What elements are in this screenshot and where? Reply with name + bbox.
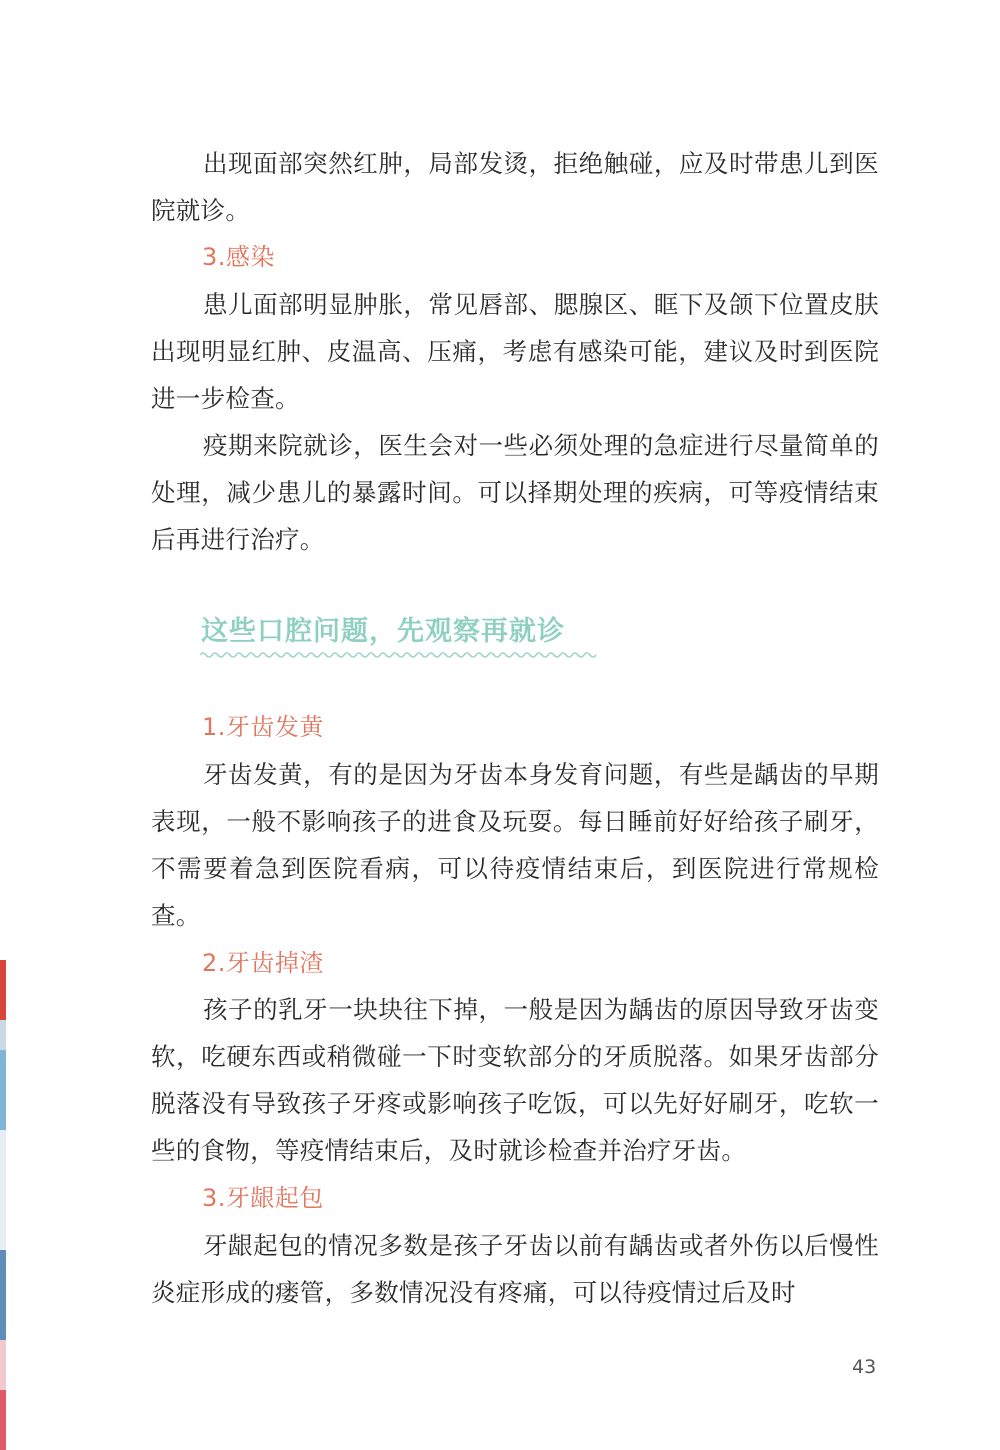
subheading-teeth-crumbling: 2.牙齿掉渣	[202, 949, 324, 977]
paragraph-gum-bump: 牙龈起包的情况多数是孩子牙齿以前有龋齿或者外伤以后慢性炎症形成的瘘管，多数情况没有疼痛，可以待疫情过后及时	[151, 1231, 879, 1307]
page-number: 43	[852, 1356, 877, 1378]
section-title-wavy-underline	[200, 650, 598, 660]
section-title: 这些口腔问题，先观察再就诊	[201, 616, 565, 647]
paragraph-teeth-crumbling: 孩子的乳牙一块块往下掉，一般是因为龋齿的原因导致牙齿变软，吃硬东西或稍微碰一下时变软部分的牙质脱落。如果牙齿部分脱落没有导致孩子牙疼或影响孩子吃饭，可以先好好刷牙，吃软一些的食物，等疫情结束后，及时就诊检查并治疗牙齿。	[151, 995, 879, 1165]
subheading-gum-bump: 3.牙龈起包	[202, 1184, 324, 1212]
page-edge-color-strip	[0, 960, 6, 1450]
paragraph-emergency-continued	[151, 140, 879, 234]
paragraph-epidemic-visit: 疫期来院就诊，医生会对一些必须处理的急症进行尽量简单的处理，减少患儿的暴露时间。可以择期处理的疾病，可等疫情结束后再进行治疗。	[151, 431, 879, 554]
paragraph-infection: 患儿面部明显肿胀，常见唇部、腮腺区、眶下及颌下位置皮肤出现明显红肿、皮温高、压痛，考虑有感染可能，建议及时到医院进一步检查。	[151, 290, 879, 413]
subheading-infection: 3.感染	[202, 243, 275, 271]
paragraph-yellow-teeth: 牙齿发黄，有的是因为牙齿本身发育问题，有些是龋齿的早期表现，一般不影响孩子的进食及玩耍。每日睡前好好给孩子刷牙，不需要着急到医院看病，可以待疫情结束后，到医院进行常规检查。	[151, 760, 879, 930]
paragraph-text: 出现面部突然红肿，局部发烫，拒绝触碰，应及时带患儿到医院就诊。	[151, 149, 879, 225]
subheading-yellow-teeth: 1.牙齿发黄	[202, 713, 324, 741]
